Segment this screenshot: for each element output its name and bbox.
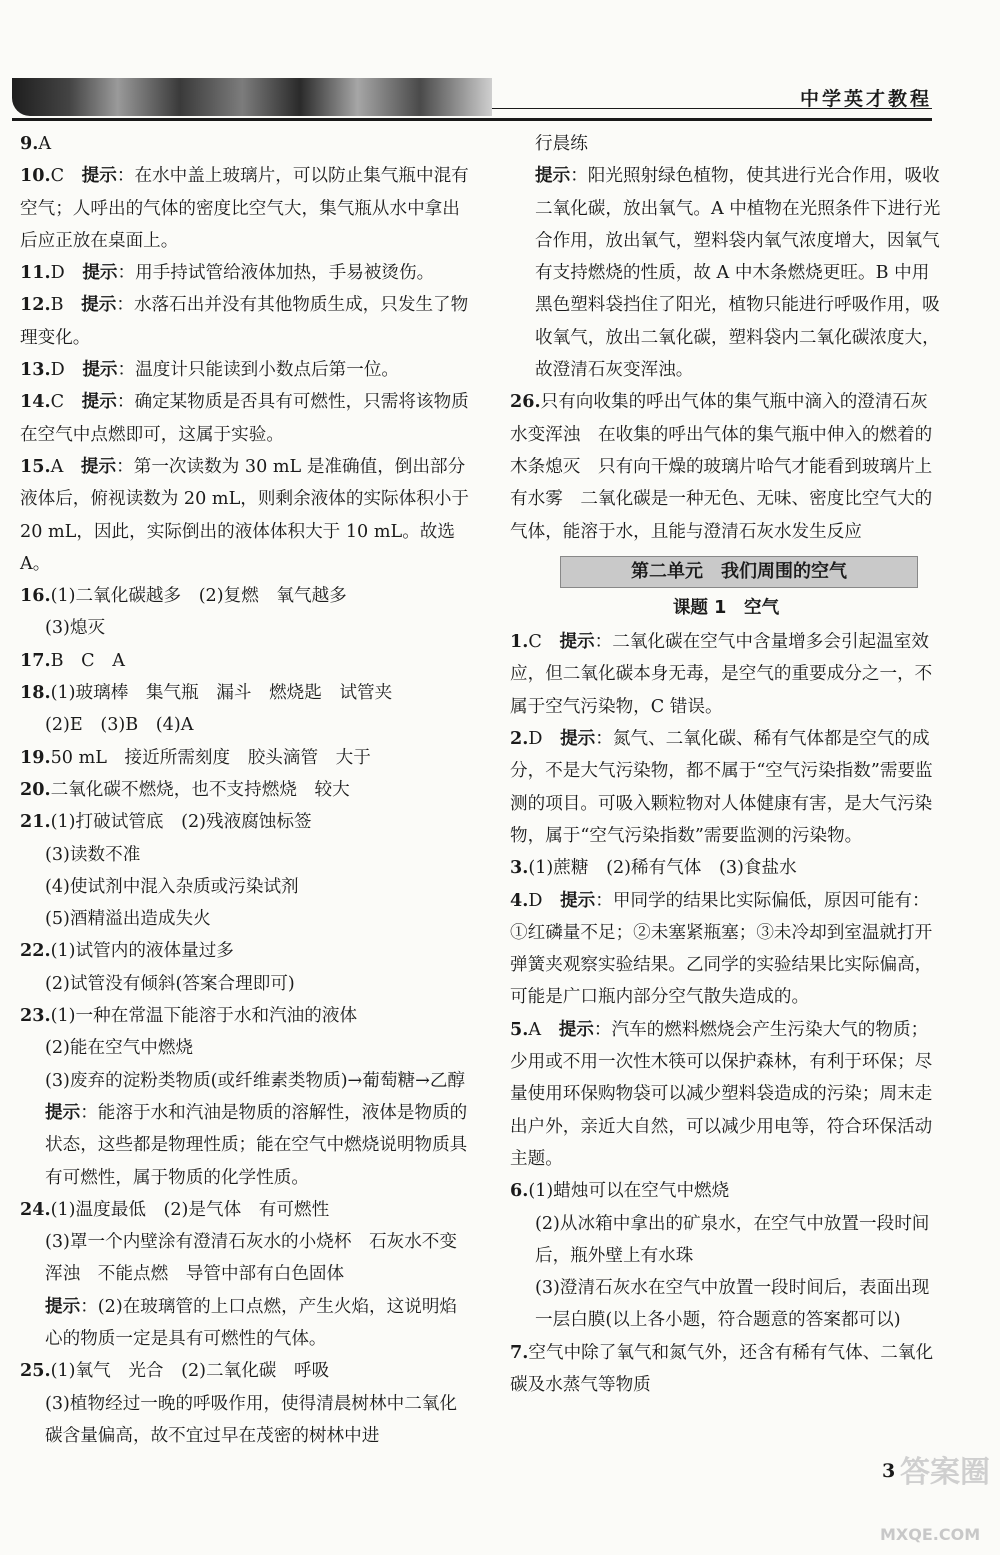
answer-item xyxy=(20,677,470,709)
question-number: 19. xyxy=(20,746,51,768)
answer-item xyxy=(20,1194,470,1226)
hint-text: ：阳光照射绿色植物，使其进行光合作用，吸收二氧化碳，放出氧气。A 中植物在光照条件下进行光合作用，放出氧气，塑料袋内氧气浓度增大，因氧气有支持燃烧的性质，故 A 中木条燃烧更旺。B 中用黑色塑料袋挡住了阳光，植物只能进行呼吸作用，吸收氧气，放出二氧化碳，塑料袋内二氧化碳浓度大，故澄清石灰变浑浊。 xyxy=(535,166,941,381)
answer-item xyxy=(20,806,470,838)
hint-label: 提示 xyxy=(559,631,595,653)
question-number: 6. xyxy=(510,1180,529,1202)
hint-text: ：二氧化碳在空气中含量增多会引起温室效应，但二氧化碳本身无毒，是空气的重要成分之一，不属于空气污染物，C 错误。 xyxy=(510,632,933,717)
hint-text: ：水落石出并没有其他物质生成，只发生了物理变化。 xyxy=(20,295,469,348)
answer-text: B xyxy=(50,295,82,316)
question-number: 24. xyxy=(20,1198,51,1220)
answer-text: 50 mL 接近所需刻度 胶头滴管 大于 xyxy=(50,747,371,768)
hint-label: 提示 xyxy=(560,728,596,750)
watermark-url: MXQE.COM xyxy=(880,1525,981,1544)
lesson-title: 课题 1 空气 xyxy=(672,597,780,618)
answer-text: B C A xyxy=(50,650,125,671)
answer-item xyxy=(20,1097,470,1194)
question-number: 9. xyxy=(20,133,39,154)
answer-item xyxy=(510,1014,942,1175)
header-banner-image xyxy=(12,78,492,116)
answer-text: D xyxy=(50,263,83,284)
answer-item xyxy=(510,1175,942,1207)
answer-text: 空气中除了氧气和氮气外，还含有稀有气体、二氧化碳及水蒸气等物质 xyxy=(510,1342,934,1395)
hint-text: ：在水中盖上玻璃片，可以防止集气瓶中混有空气；人呼出的气体的密度比空气大，集气瓶从水中拿出后应正放在桌面上。 xyxy=(20,166,469,251)
answer-text: (1)蔗糖 (2)稀有气体 (3)食盐水 xyxy=(528,858,797,879)
answer-text: (1)氧气 光合 (2)二氧化碳 呼吸 xyxy=(50,1361,330,1382)
answer-text: (1)二氧化碳越多 (2)复燃 氧气越多 xyxy=(50,586,347,607)
answer-item: (4)使试剂中混入杂质或污染试剂 xyxy=(45,876,299,897)
answer-item xyxy=(510,1337,942,1402)
answer-item xyxy=(510,160,942,386)
answer-text: (1)试管内的液体量过多 xyxy=(50,941,234,962)
answer-text: A xyxy=(50,456,81,477)
answer-text: 只有向收集的呼出气体的集气瓶中滴入的澄清石灰水变浑浊 在收集的呼出气体的集气瓶中伸入的燃着的木条熄灭 只有向干燥的玻璃片哈气才能看到玻璃片上有水雾 二氧化碳是一种无色、无味、密度比空气大的气体，能溶于水，且能与澄清石灰水发生反应 xyxy=(510,392,933,542)
watermark-logo: 答案圈 xyxy=(900,1455,990,1490)
header-divider xyxy=(12,118,932,121)
answer-item xyxy=(20,386,470,451)
answer-item xyxy=(20,580,470,612)
hint-label: 提示 xyxy=(81,294,117,316)
answer-item: (5)酒精溢出造成失火 xyxy=(45,909,211,930)
hint-label: 提示 xyxy=(535,165,571,187)
hint-label: 提示 xyxy=(82,262,118,284)
question-number: 23. xyxy=(20,1005,51,1027)
hint-label: 提示 xyxy=(80,455,117,477)
hint-text: ：能溶于水和汽油是物质的溶解性，液体是物质的状态，这些都是物理性质；能在空气中燃烧说明物质具有可燃性，属于物质的化学性质。 xyxy=(45,1102,468,1188)
question-number: 17. xyxy=(20,649,51,671)
hint-label: 提示 xyxy=(82,359,118,381)
hint-label: 提示 xyxy=(81,391,117,413)
answer-item: (2)从冰箱中拿出的矿泉水，在空气中放置一段时间后，瓶外壁上有水珠 xyxy=(535,1213,930,1266)
hint-text: ：氮气、二氧化碳、稀有气体都是空气的成分，不是大气污染物，都不属于“空气污染指数”需要监测的项目。可吸入颗粒物对人体健康有害，是大气污染物，属于“空气污染指数”需要监测的污染物。 xyxy=(510,729,933,846)
question-number: 18. xyxy=(20,682,51,704)
question-number: 12. xyxy=(20,294,51,316)
answer-item xyxy=(20,774,470,806)
answer-item xyxy=(20,160,470,257)
answer-item: (3)废弃的淀粉类物质(或纤维素类物质)→葡萄糖→乙醇 xyxy=(45,1070,466,1091)
answer-item: (3)熄灭 xyxy=(45,618,106,639)
answer-text: A xyxy=(38,134,52,154)
answer-text: C xyxy=(50,166,82,187)
answer-text: 二氧化碳不燃烧，也不支持燃烧 较大 xyxy=(50,779,350,800)
answer-item: (3)澄清石灰水在空气中放置一段时间后，表面出现一层白膜(以上各小题，符合题意的答案都可以) xyxy=(535,1278,930,1331)
hint-text: ：甲同学的结果比实际偏低，原因可能有：①红磷量不足；②未塞紧瓶塞；③未冷却到室温就打开弹簧夹观察实验结果。乙同学的实验结果比实际偏高，可能是广口瓶内部分空气散失造成的。 xyxy=(510,890,933,1008)
hint-label: 提示 xyxy=(45,1295,81,1317)
answer-item: (2)试管没有倾斜(答案合理即可) xyxy=(45,973,295,994)
question-number: 11. xyxy=(20,262,51,284)
answer-text: (1)玻璃棒 集气瓶 漏斗 燃烧匙 试管夹 xyxy=(50,683,393,704)
question-number: 16. xyxy=(20,585,51,607)
answer-item: (3)植物经过一晚的呼吸作用，使得清晨树林中二氧化碳含量偏高，故不宜过早在茂密的树林中进 xyxy=(45,1393,457,1446)
question-number: 2. xyxy=(510,728,529,750)
right-bottom-answers xyxy=(510,626,942,1401)
answer-text: D xyxy=(50,360,83,381)
answer-item: (2)E (3)B (4)A xyxy=(45,715,194,736)
book-title: 中学英才教程 xyxy=(800,88,933,110)
hint-label: 提示 xyxy=(560,889,596,911)
hint-label: 提示 xyxy=(558,1018,594,1040)
answer-item xyxy=(510,626,942,723)
answer-item xyxy=(20,1355,470,1387)
answer-item xyxy=(20,128,470,160)
answer-item xyxy=(20,451,475,580)
hint-label: 提示 xyxy=(81,165,117,187)
question-number: 1. xyxy=(510,631,529,653)
answer-item xyxy=(510,852,942,884)
answer-text: D xyxy=(528,890,561,911)
answer-text: (1)一种在常温下能溶于水和汽油的液体 xyxy=(50,1006,358,1027)
answer-text: A xyxy=(528,1019,559,1040)
answer-text: C xyxy=(528,632,560,653)
answer-item xyxy=(20,1291,470,1356)
question-number: 13. xyxy=(20,359,51,381)
right-answer-column xyxy=(510,128,942,1401)
answer-text: (1)蜡烛可以在空气中燃烧 xyxy=(528,1181,730,1202)
right-top-answers xyxy=(510,128,942,548)
question-number: 25. xyxy=(20,1360,51,1382)
answer-item xyxy=(20,289,470,354)
hint-text: ：汽车的燃料燃烧会产生污染大气的物质；少用或不用一次性木筷可以保护森林，有利于环保；尽量使用环保购物袋可以减少塑料袋造成的污染；周末走出户外，亲近大自然，可以减少用电等，符合环保活动主题。 xyxy=(510,1019,933,1169)
question-number: 21. xyxy=(20,811,51,833)
hint-text: ：确定某物质是否具有可燃性，只需将该物质在空气中点燃即可，这属于实验。 xyxy=(20,392,469,445)
unit-title: 第二单元 我们周围的空气 xyxy=(560,556,918,588)
answer-item xyxy=(20,1000,470,1032)
question-number: 3. xyxy=(510,857,529,879)
question-number: 4. xyxy=(510,889,529,911)
answer-item xyxy=(20,645,470,677)
answer-item xyxy=(20,742,470,774)
question-number: 22. xyxy=(20,940,51,962)
answer-item: 行晨练 xyxy=(535,134,588,154)
answer-item xyxy=(20,935,470,967)
answer-item: (3)读数不准 xyxy=(45,844,141,865)
answer-item xyxy=(20,257,470,289)
hint-text: ：第一次读数为 30 mL 是准确值，倒出部分液体后，俯视读数为 20 mL，则剩余液体的实际体积小于 20 mL，因此，实际倒出的液体体积大于 10 mL。故选 A。 xyxy=(20,456,475,574)
hint-text: ：用手持试管给液体加热，手易被烫伤。 xyxy=(117,263,435,284)
answer-text: C xyxy=(50,392,82,413)
answer-item xyxy=(510,386,942,547)
answer-text: (1)温度最低 (2)是气体 有可燃性 xyxy=(50,1199,330,1220)
answer-item xyxy=(510,885,942,1014)
answer-text: D xyxy=(528,729,561,750)
answer-item xyxy=(20,354,470,386)
hint-label: 提示 xyxy=(45,1101,81,1123)
question-number: 14. xyxy=(20,391,51,413)
question-number: 10. xyxy=(20,165,51,187)
question-number: 5. xyxy=(510,1018,529,1040)
answer-item: (3)罩一个内壁涂有澄清石灰水的小烧杯 石灰水不变浑浊 不能点燃 导管中部有白色固体 xyxy=(45,1232,457,1285)
left-answer-column xyxy=(20,128,475,1452)
question-number: 26. xyxy=(510,391,541,413)
page-number: 3 xyxy=(882,1460,896,1482)
question-number: 7. xyxy=(510,1341,529,1363)
question-number: 20. xyxy=(20,778,51,800)
answer-text: (1)打破试管底 (2)残液腐蚀标签 xyxy=(50,812,312,833)
answer-item xyxy=(510,723,942,852)
answer-item: (2)能在空气中燃烧 xyxy=(45,1038,194,1059)
question-number: 15. xyxy=(20,455,51,477)
hint-text: ：(2)在玻璃管的上口点燃，产生火焰，这说明焰心的物质一定是具有可燃性的气体。 xyxy=(45,1296,458,1349)
hint-text: ：温度计只能读到小数点后第一位。 xyxy=(117,360,400,381)
